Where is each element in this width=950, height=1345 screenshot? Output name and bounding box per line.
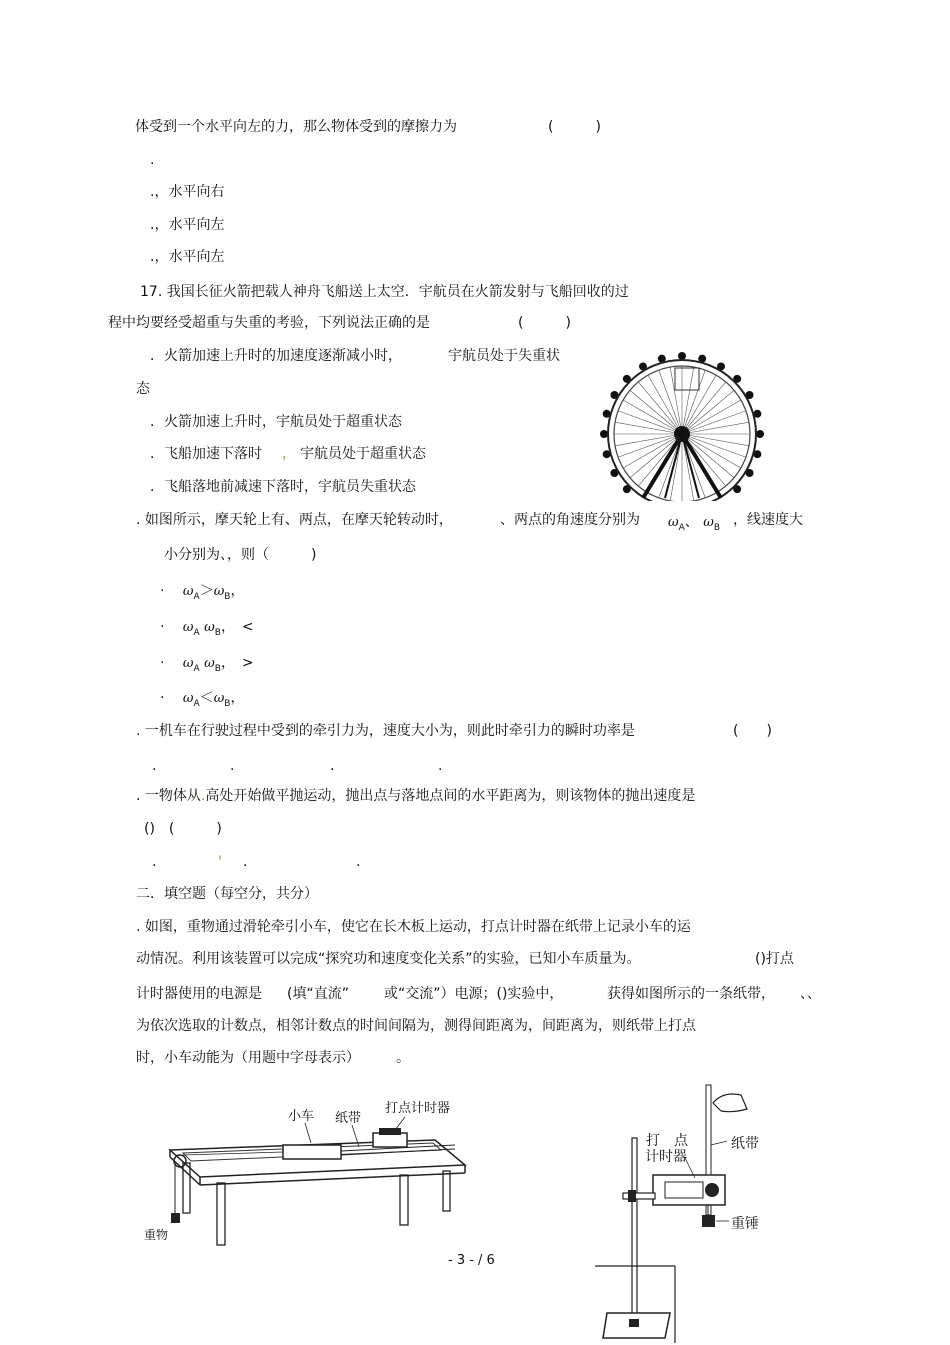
- q20-option-a: .: [152, 854, 157, 870]
- gondola-car: [600, 430, 608, 438]
- page-number: - 3 - / 6: [448, 1253, 495, 1268]
- fig-label-timer-line2: 计时器: [645, 1149, 687, 1165]
- section-heading-fill-in: 二．填空题（每空分，共分）: [136, 886, 318, 902]
- q20-option-c: .: [243, 854, 248, 870]
- table-leg: [217, 1183, 225, 1245]
- q16-option-d: .，水平向左: [150, 249, 225, 265]
- fig-label-car: 小车: [288, 1109, 315, 1124]
- q18-option-c: · $\omega_A$ $\omega_B$， >: [160, 655, 254, 674]
- q19-stem: . 一机车在行驶过程中受到的牵引力为，速度大小为，则此时牵引力的瞬时功率是: [136, 723, 635, 739]
- wheel-leg-inner-right: [682, 434, 699, 498]
- q21-stem-line3-e: 、、: [800, 986, 821, 1002]
- q21-stem-line2: 动情况。利用该装置可以完成“探究功和速度变化关系”的实验，已知小车质量为。: [136, 951, 641, 967]
- q17-answer-paren: ( ): [518, 315, 571, 331]
- tape-label-line: [711, 1141, 727, 1145]
- q16-option-c: .，水平向左: [150, 217, 225, 233]
- fig-label-timer: 打点计时器: [385, 1101, 451, 1116]
- q18-option-b: · $\omega_A$ $\omega_B$， <: [160, 619, 254, 638]
- q17-option-a-wrap: 态: [136, 381, 150, 397]
- gondola-car: [678, 352, 686, 360]
- q18-stem-line1: . 如图所示，摩天轮上有、两点，在摩天轮转动时，: [136, 512, 453, 528]
- stand-rod: [632, 1138, 637, 1318]
- dot-timer-detail: [379, 1128, 401, 1135]
- q19-option-a: .: [152, 758, 157, 774]
- stand-clamp-knob: [628, 1190, 636, 1202]
- q17-stem-line1: 17. 我国长征火箭把载人神舟飞船送上太空．宇航员在火箭发射与飞船回收的过: [140, 284, 629, 300]
- q16-option-a: .: [150, 152, 155, 168]
- q17-option-c-mark: ，: [282, 446, 296, 462]
- q18-stem-line2: 小分别为、，则（ ): [164, 547, 317, 563]
- q21-stem-line3: 计时器使用的电源是: [136, 986, 262, 1002]
- hanging-weight: [171, 1213, 180, 1223]
- pulley-icon: [174, 1155, 186, 1167]
- q16-option-b: .，水平向右: [150, 184, 225, 200]
- cart: [283, 1145, 341, 1159]
- wheel-cabin: [675, 368, 699, 390]
- q17-option-c-cont: 宇航员处于超重状态: [300, 446, 426, 462]
- wheel-leg-inner-left: [665, 434, 682, 498]
- q17-option-b: ．火箭加速上升时，宇航员处于超重状态: [150, 414, 402, 430]
- stand-clamp: [623, 1193, 655, 1199]
- dot-timer-knob: [705, 1183, 719, 1197]
- q18-stem-line1-cont: 、两点的角速度分别为: [500, 512, 640, 528]
- q17-option-a-cont: 宇航员处于失重状: [448, 348, 560, 364]
- q17-stem-line2: 程中均要经受超重与失重的考验，下列说法正确的是: [108, 315, 430, 331]
- table-leg: [443, 1171, 450, 1211]
- table-leg: [400, 1175, 408, 1225]
- q18-option-d: · $\omega_A<\omega_B$，: [160, 690, 245, 709]
- q19-answer-paren: ( ): [733, 723, 772, 739]
- q17-option-d: ．飞船落地前减速下落时，宇航员失重状态: [150, 479, 416, 495]
- q19-option-c: .: [330, 758, 335, 774]
- q20-option-b: ': [218, 854, 222, 870]
- q21-stem-line5: 时，小车动能为（用题中字母表示）: [136, 1050, 360, 1066]
- heavy-weight: [702, 1215, 715, 1227]
- q20-option-d: .: [356, 854, 361, 870]
- dot-timer: [373, 1133, 407, 1147]
- q19-option-b: .: [230, 758, 235, 774]
- q20-stem-line1: . 一物体从.高处开始做平抛运动，抛出点与落地点间的水平距离为，则该物体的抛出速度是: [136, 788, 696, 804]
- q18-stem-line1-end: ，线速度大: [733, 512, 803, 528]
- q21-stem-line4: 为依次选取的计数点，相邻计数点的时间间隔为，测得间距离为，间距离为，则纸带上打点: [136, 1018, 696, 1034]
- q21-stem-line3-c: 或“交流”）电源；()实验中，: [384, 986, 564, 1002]
- q19-option-d: .: [438, 758, 443, 774]
- car-label-line: [305, 1123, 311, 1143]
- q18-option-a: · $\omega_A>\omega_B$，: [160, 583, 245, 602]
- gondola-car: [756, 430, 764, 438]
- ferris-wheel-figure: [595, 346, 775, 501]
- fig-label-timer-line1: 打 点: [646, 1133, 688, 1149]
- stand-foot: [629, 1319, 639, 1327]
- q18-omega-a-label: $\omega_A$、 $\omega_B$: [668, 514, 721, 533]
- q21-stem-line2-end: ()打点: [755, 951, 794, 967]
- fig-label-hammer: 重锤: [731, 1216, 759, 1232]
- q21-stem-line3-d: 获得如图所示的一条纸带，: [607, 986, 775, 1002]
- q17-option-c: ．飞船加速下落时: [150, 446, 262, 462]
- q21-stem-line1: . 如图，重物通过滑轮牵引小车，使它在长木板上运动，打点计时器在纸带上记录小车的运: [136, 919, 691, 935]
- hand-icon: [713, 1094, 747, 1112]
- q21-stem-line5-end: 。: [396, 1050, 410, 1066]
- fig-label-tape: 纸带: [335, 1111, 362, 1126]
- q21-stem-line3-b: (填“直流”: [287, 986, 349, 1002]
- q20-stem-line2: () ( ): [144, 821, 222, 837]
- q16-answer-paren: ( ): [548, 119, 601, 135]
- fig-label-weight: 重物: [144, 1228, 169, 1242]
- fig-label-tape: 纸带: [731, 1136, 759, 1152]
- q16-stem: 体受到一个水平向左的力，那么物体受到的摩擦力为: [135, 119, 457, 135]
- q17-option-a: ．火箭加速上升时的加速度逐渐减小时，: [150, 348, 402, 364]
